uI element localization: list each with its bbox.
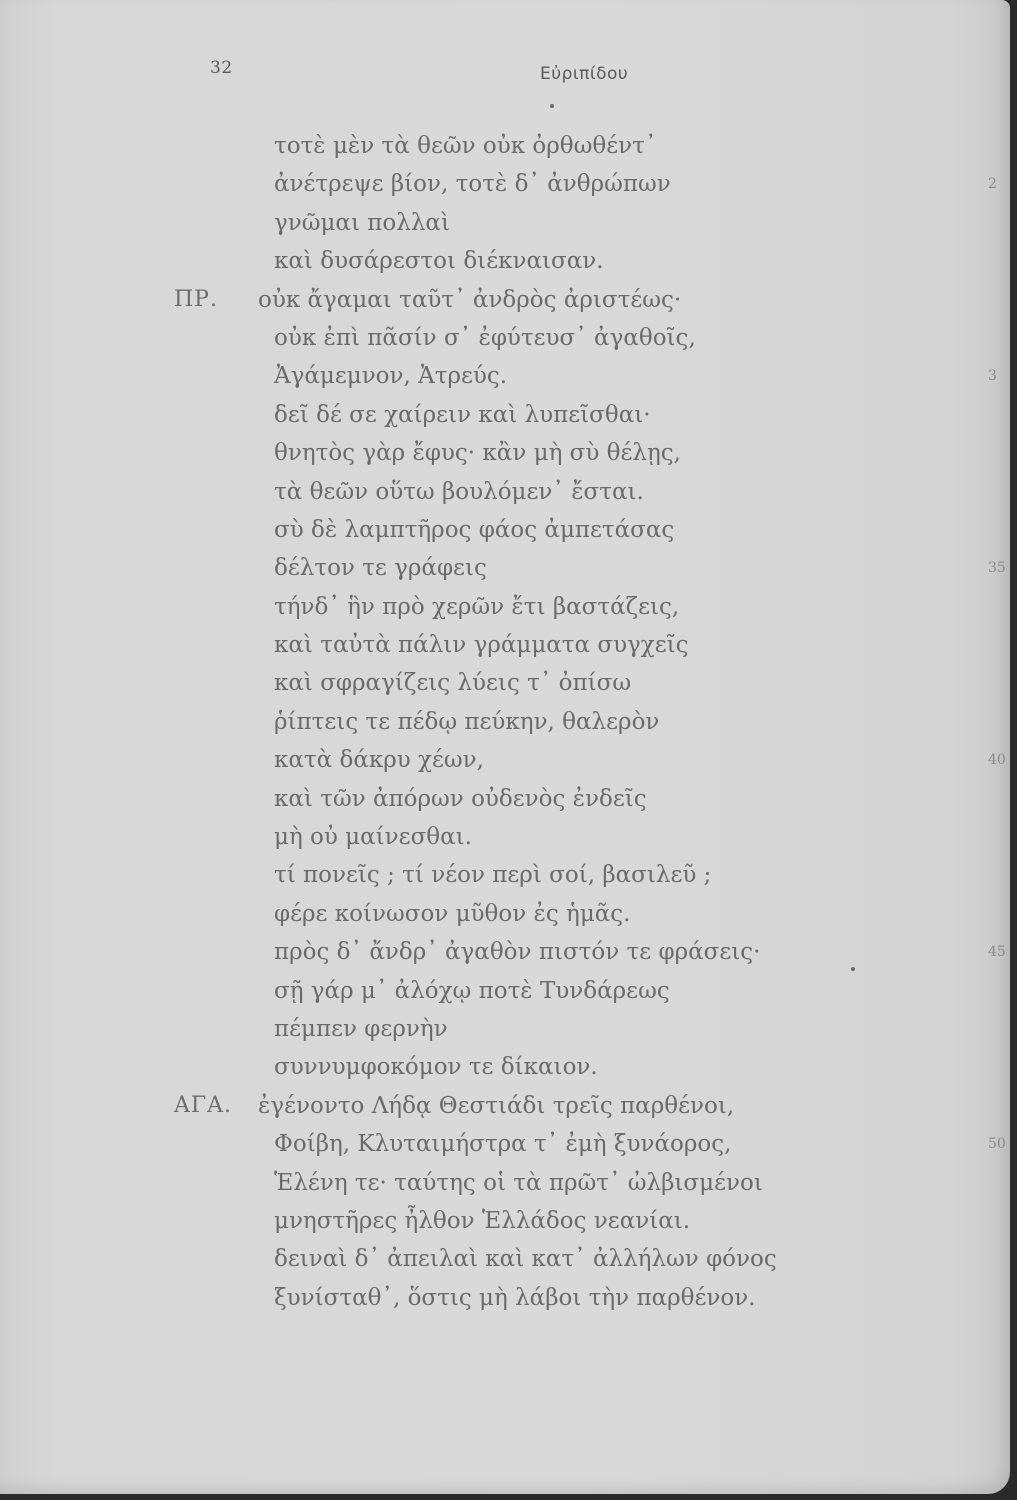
verse-line <box>0 1048 1010 1086</box>
speaker-label: ΑΓΑ. <box>174 1092 233 1118</box>
verse-text: καὶ τῶν ἀπόρων οὐδενὸς ἐνδεῖς <box>274 785 647 812</box>
speaker-label: ΠΡ. <box>174 286 218 312</box>
verse-text: Ἑλένη τε· ταύτης οἱ τὰ πρῶτ᾽ ὠλβισμένοι <box>274 1169 763 1196</box>
margin-line-number: 2 <box>988 176 997 193</box>
verse-text: ἀνέτρεψε βίον, τοτὲ δ᾽ ἀνθρώπων <box>274 171 671 198</box>
margin-line-number: 35 <box>988 560 1006 577</box>
verse-line <box>0 588 1010 626</box>
verse-text: δεῖ δέ σε χαίρειν καὶ λυπεῖσθαι· <box>274 401 651 428</box>
verse-line <box>0 818 1010 856</box>
verse-line <box>0 473 1010 511</box>
verse-text: οὐκ ἄγαμαι ταῦτ᾽ ἀνδρὸς ἀριστέως· <box>258 286 682 313</box>
verse-text: ῥίπτεις τε πέδῳ πεύκην, θαλερὸν <box>274 708 660 735</box>
verse-text: Ἀγάμεμνον, Ἀτρεύς. <box>274 363 508 390</box>
verse-line <box>0 856 1010 894</box>
verse-text: καὶ σφραγίζεις λύεις τ᾽ ὀπίσω <box>274 670 632 697</box>
verse-text: θνητὸς γὰρ ἔφυς· κἂν μὴ σὺ θέλῃς, <box>274 440 681 467</box>
verse-line <box>0 434 1010 472</box>
verse-line <box>0 1240 1010 1278</box>
verse-text: δειναὶ δ᾽ ἀπειλαὶ καὶ κατ᾽ ἀλλήλων φόνος <box>274 1246 777 1273</box>
verse-line <box>0 780 1010 818</box>
verse-text: ἐγένοντο Λήδᾳ Θεστιάδι τρεῖς παρθένοι, <box>258 1092 735 1119</box>
verse-line <box>0 972 1010 1010</box>
verse-line <box>0 204 1010 242</box>
ink-dot-mark <box>550 104 554 108</box>
margin-line-number: 3 <box>988 368 997 385</box>
verse-line <box>0 1125 1010 1163</box>
verse-line <box>0 895 1010 933</box>
verse-text: γνῶμαι πολλαὶ <box>274 209 450 236</box>
verse-text: συννυμφοκόμον τε δίκαιον. <box>274 1054 598 1081</box>
verse-text: δέλτον τε γράφεις <box>274 555 487 582</box>
verse-text-block <box>0 127 1010 1317</box>
running-head: Εὐριπίδου <box>540 64 629 84</box>
margin-line-number: 50 <box>988 1136 1006 1153</box>
verse-text: φέρε κοίνωσον μῦθον ἐς ἡμᾶς. <box>274 900 631 927</box>
verse-line <box>0 626 1010 664</box>
verse-text: μὴ οὐ μαίνεσθαι. <box>274 824 472 851</box>
verse-line <box>0 165 1010 203</box>
verse-text: τοτὲ μὲν τὰ θεῶν οὐκ ὀρθωθέντ᾽ <box>274 133 657 159</box>
verse-text: τί πονεῖς ; τί νέον περὶ σοί, βασιλεῦ ; <box>274 862 712 889</box>
verse-text: καὶ δυσάρεστοι διέκναισαν. <box>274 248 604 275</box>
verse-text: κατὰ δάκρυ χέων, <box>274 747 484 774</box>
verse-line <box>0 127 1010 165</box>
verse-line <box>0 511 1010 549</box>
margin-line-number: 40 <box>988 752 1006 769</box>
verse-line <box>0 396 1010 434</box>
verse-text: σὺ δὲ λαμπτῆρος φάος ἀμπετάσας <box>274 516 675 543</box>
verse-line <box>0 357 1010 395</box>
verse-text: τὰ θεῶν οὕτω βουλόμεν᾽ ἔσται. <box>274 478 644 505</box>
verse-text: οὐκ ἐπὶ πᾶσίν σ᾽ ἐφύτευσ᾽ ἀγαθοῖς, <box>274 324 696 351</box>
verse-text: Φοίβη, Κλυταιμήστρα τ᾽ ἐμὴ ξυνάορος, <box>274 1131 732 1158</box>
verse-line <box>0 281 1010 319</box>
verse-line <box>0 1202 1010 1240</box>
verse-text: σῇ γάρ μ᾽ ἀλόχῳ ποτὲ Τυνδάρεως <box>274 977 670 1004</box>
verse-line <box>0 1010 1010 1048</box>
verse-line <box>0 664 1010 702</box>
verse-line <box>0 1087 1010 1125</box>
verse-text: πρὸς δ᾽ ἄνδρ᾽ ἀγαθὸν πιστόν τε φράσεις· <box>274 939 761 966</box>
verse-text: τήνδ᾽ ἣν πρὸ χερῶν ἔτι βαστάζεις, <box>274 593 680 620</box>
verse-line <box>0 1279 1010 1317</box>
margin-line-number: 45 <box>988 944 1006 961</box>
verse-line <box>0 242 1010 280</box>
verse-text: ξυνίσταθ᾽, ὅστις μὴ λάβοι τὴν παρθένον. <box>274 1284 756 1311</box>
verse-text: μνηστῆρες ἦλθον Ἑλλάδος νεανίαι. <box>274 1207 691 1234</box>
verse-line <box>0 319 1010 357</box>
verse-line <box>0 549 1010 587</box>
page-number: 32 <box>210 58 233 78</box>
verse-line <box>0 933 1010 971</box>
verse-text: καὶ ταὐτὰ πάλιν γράμματα συγχεῖς <box>274 632 689 659</box>
verse-line <box>0 703 1010 741</box>
verse-text: πέμπεν φερνὴν <box>274 1015 448 1042</box>
verse-line <box>0 741 1010 779</box>
verse-line <box>0 1164 1010 1202</box>
